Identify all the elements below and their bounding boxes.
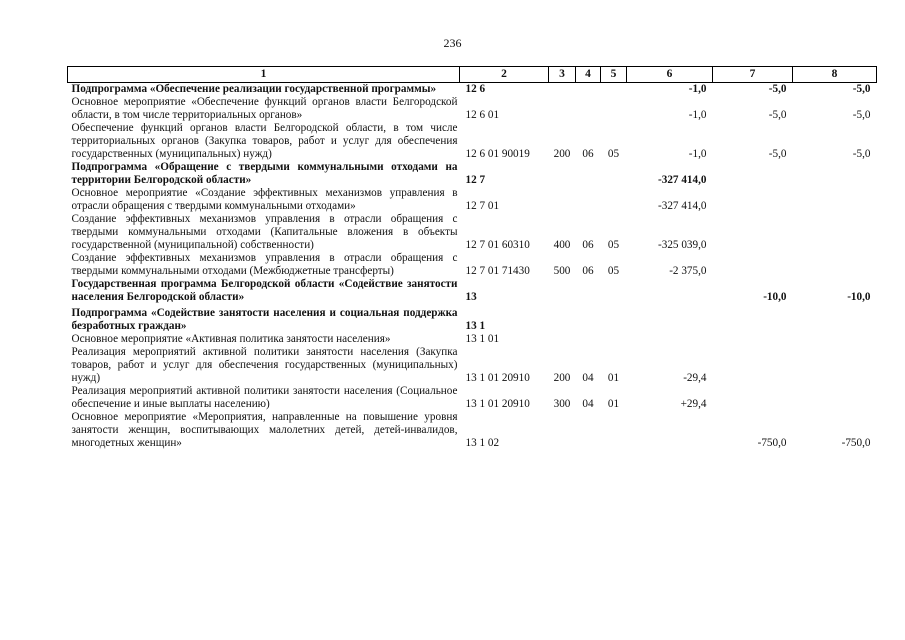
column-header-2: 2 [460,67,549,83]
amount-col8-cell [793,385,877,411]
expense-type-cell: 400 [553,239,571,251]
amount-col7-cell [713,333,793,346]
column-header-5: 5 [601,67,627,83]
code-cell: 13 1 01 [465,333,500,345]
code-cell: 12 7 [465,174,486,186]
amount-col6-cell [627,304,713,333]
subsection-cell [601,187,627,213]
code-cell: 13 1 01 20910 [465,398,530,410]
amount-col6-cell: -327 414,0 [658,174,707,186]
amount-col7-cell [713,304,793,333]
section-cell [576,187,601,213]
section-cell [576,83,601,97]
subsection-cell: 05 [607,265,620,277]
item-name-cell: Подпрограмма «Обращение с твердыми коммунальными отходами на территории Белгородской области» [71,161,458,186]
subsection-cell [601,83,627,97]
subsection-cell [601,161,627,187]
expense-type-cell [549,187,576,213]
column-header-4: 4 [576,67,601,83]
amount-col7-cell: -10,0 [763,291,787,303]
subsection-cell: 05 [607,148,620,160]
expense-type-cell: 300 [553,398,571,410]
amount-col6-cell [627,333,713,346]
table-row [68,346,877,385]
section-cell: 06 [582,148,594,160]
amount-col8-cell: -5,0 [852,109,871,121]
amount-col7-cell [713,161,793,187]
section-cell: 06 [582,239,594,251]
column-header-3: 3 [549,67,576,83]
amount-col6-cell [627,278,713,304]
subsection-cell [601,96,627,122]
subsection-cell: 01 [607,398,620,410]
amount-col7-cell [713,187,793,213]
column-header-8: 8 [793,67,877,83]
amount-col8-cell [793,187,877,213]
code-cell: 12 7 01 71430 [465,265,530,277]
item-name-cell: Подпрограмма «Обеспечение реализации государственной программы» [71,83,437,95]
amount-col8-cell: -5,0 [852,148,871,160]
item-name-cell: Основное мероприятие «Обеспечение функций органов власти Белгородской области, в том числе территориальных органов» [71,96,458,121]
item-name-cell: Создание эффективных механизмов управления в отрасли обращения с твердыми коммунальными отходами (Капитальные вложения в объекты государственной (муниципальной) собственности) [71,213,458,251]
table-row [68,304,877,333]
expense-type-cell [549,96,576,122]
amount-col6-cell: -327 414,0 [658,200,707,212]
code-cell: 13 1 [465,320,486,332]
table-row [68,83,877,97]
table-row [68,213,877,252]
amount-col8-cell: -5,0 [852,83,871,95]
section-cell [576,333,601,346]
amount-col8-cell [793,252,877,278]
amount-col6-cell: -2 375,0 [669,265,707,277]
amount-col6-cell: -1,0 [688,83,707,95]
item-name-cell: Реализация мероприятий активной политики занятости населения (Закупка товаров, работ и услуг для обеспечения государственных (муниципальных) нужд) [71,346,458,384]
expense-type-cell [549,161,576,187]
expense-type-cell [549,333,576,346]
amount-col7-cell: -5,0 [768,83,787,95]
amount-col8-cell: -750,0 [841,437,871,449]
table-row [68,385,877,411]
section-cell [576,304,601,333]
amount-col6-cell: -1,0 [688,148,707,160]
item-name-cell: Основное мероприятие «Создание эффективных механизмов управления в отрасли обращения с твердыми коммунальными отходами» [71,187,458,212]
section-cell: 04 [582,398,594,410]
item-name-cell: Обеспечение функций органов власти Белгородской области, в том числе территориальных органов (Закупка товаров, работ и услуг для обеспечения государственных (муниципальных) нужд) [71,122,458,160]
expense-type-cell [549,411,576,450]
code-cell: 12 7 01 [465,200,500,212]
expense-type-cell [549,304,576,333]
item-name-cell: Подпрограмма «Содействие занятости населения и социальная поддержка безработных граждан» [71,307,458,332]
subsection-cell [601,333,627,346]
subsection-cell: 05 [607,239,620,251]
section-cell [576,161,601,187]
column-header-6: 6 [627,67,713,83]
expense-type-cell [549,278,576,304]
table-body [68,83,877,451]
code-cell: 13 1 02 [465,437,500,449]
amount-col8-cell [793,304,877,333]
table-row [68,333,877,346]
amount-col7-cell [713,252,793,278]
subsection-cell [601,304,627,333]
amount-col7-cell [713,385,793,411]
header-row [68,67,877,83]
table-row [68,252,877,278]
table-row [68,411,877,450]
section-cell [576,278,601,304]
budget-table [67,66,877,450]
table-row [68,161,877,187]
expense-type-cell: 200 [553,372,571,384]
code-cell: 12 7 01 60310 [465,239,530,251]
amount-col6-cell: -1,0 [688,109,707,121]
amount-col7-cell: -5,0 [768,148,787,160]
amount-col7-cell: -750,0 [757,437,787,449]
code-cell: 12 6 01 90019 [465,148,530,160]
column-header-7: 7 [713,67,793,83]
amount-col8-cell [793,213,877,252]
subsection-cell [601,278,627,304]
table-row [68,187,877,213]
code-cell: 12 6 [465,83,486,95]
table-row [68,122,877,161]
item-name-cell: Основное мероприятие «Активная политика занятости населения» [71,333,391,345]
amount-col8-cell: -10,0 [847,291,871,303]
amount-col7-cell [713,346,793,385]
amount-col8-cell [793,161,877,187]
amount-col6-cell [627,411,713,450]
column-header-1: 1 [68,67,460,83]
expense-type-cell: 200 [553,148,571,160]
amount-col6-cell: -29,4 [683,372,707,384]
expense-type-cell: 500 [553,265,571,277]
amount-col8-cell [793,346,877,385]
amount-col6-cell: +29,4 [680,398,707,410]
subsection-cell: 01 [607,372,620,384]
section-cell: 06 [582,265,594,277]
amount-col7-cell [713,213,793,252]
section-cell [576,411,601,450]
page-number: 236 [443,36,462,50]
table-row [68,96,877,122]
code-cell: 13 [465,291,477,303]
subsection-cell [601,411,627,450]
section-cell [576,96,601,122]
section-cell: 04 [582,372,594,384]
amount-col6-cell: -325 039,0 [658,239,707,251]
amount-col7-cell: -5,0 [768,109,787,121]
code-cell: 12 6 01 [465,109,500,121]
item-name-cell: Создание эффективных механизмов управления в отрасли обращения с твердыми коммунальными отходами (Межбюджетные трансферты) [71,252,458,277]
amount-col8-cell [793,333,877,346]
item-name-cell: Основное мероприятие «Мероприятия, направленные на повышение уровня занятости женщин, воспитывающих малолетних детей, детей-инвалидов, многодетных женщин» [71,411,458,449]
item-name-cell: Государственная программа Белгородской области «Содействие занятости населения Белгородской области» [71,278,458,303]
code-cell: 13 1 01 20910 [465,372,530,384]
table-row [68,278,877,304]
expense-type-cell [549,83,576,97]
item-name-cell: Реализация мероприятий активной политики занятости населения (Социальное обеспечение и иные выплаты населению) [71,385,458,410]
